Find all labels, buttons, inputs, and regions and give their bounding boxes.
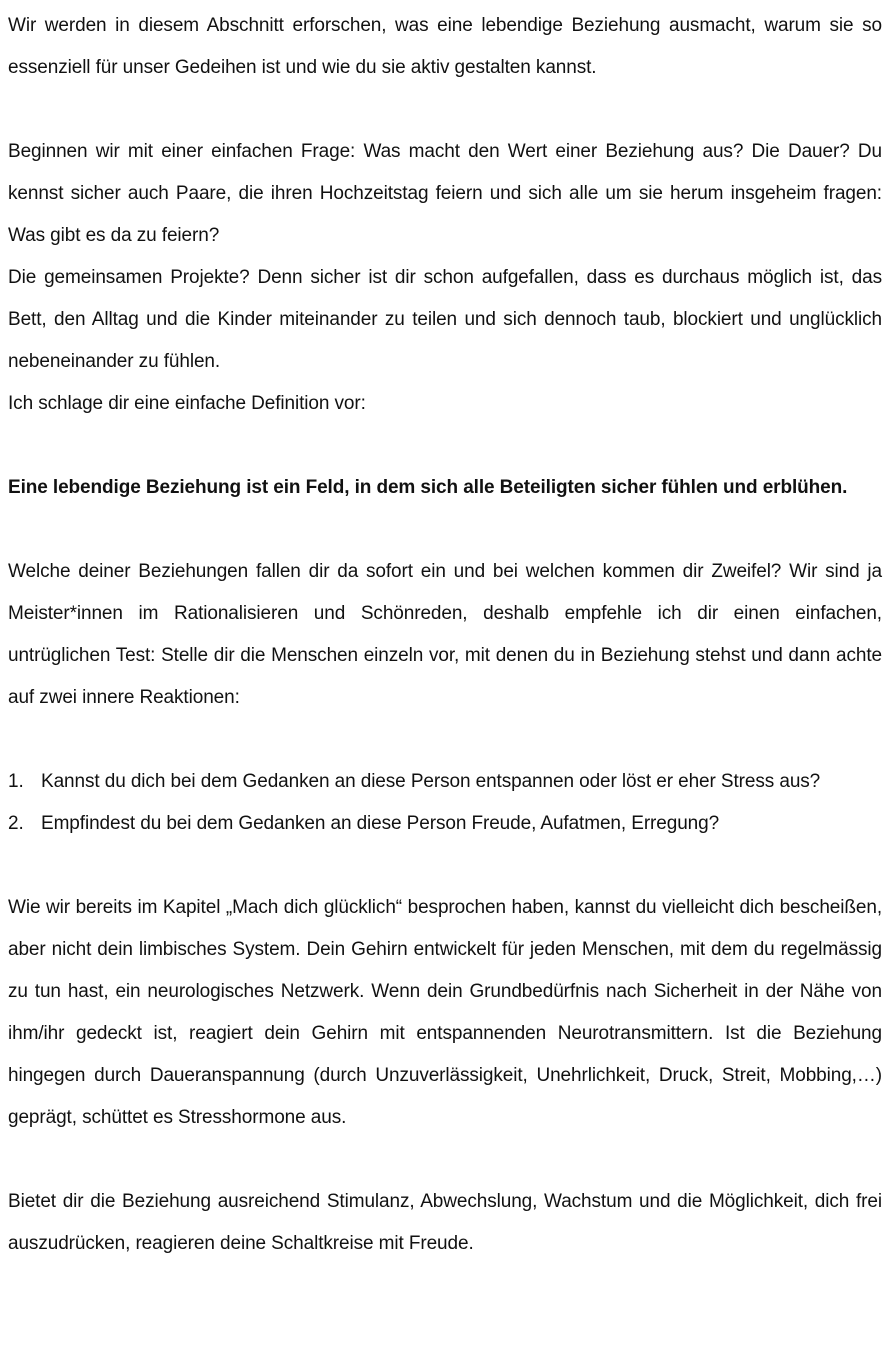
list-item-relax (8, 761, 882, 803)
list-item-text: Empfindest du bei dem Gedanken an diese Person Freude, Aufatmen, Erregung? (41, 813, 720, 834)
list-item-number: 2. (8, 813, 24, 834)
list-item-number: 1. (8, 771, 24, 792)
paragraph-intro: Wir werden in diesem Abschnitt erforschen, was eine lebendige Beziehung ausmacht, warum sie so essenziell für unser Gedeihen ist und wie du sie aktiv gestalten kannst. (8, 15, 882, 78)
numbered-list (8, 761, 882, 845)
paragraph-inner-test: Welche deiner Beziehungen fallen dir da sofort ein und bei welchen kommen dir Zweifel? Wir sind ja Meister*innen im Rationalisieren und Schönreden, deshalb empfehle ich dir einen einfachen, untrüglichen Test: Stelle dir die Menschen einzeln vor, mit denen du in Beziehung stehst und dann achte auf zwei innere Reaktionen: (8, 561, 882, 708)
paragraph-definition-bold: Eine lebendige Beziehung ist ein Feld, in dem sich alle Beteiligten sicher fühlen und erblühen. (8, 477, 848, 498)
paragraph-shared-projects: Die gemeinsamen Projekte? Denn sicher ist dir schon aufgefallen, dass es durchaus möglich ist, das Bett, den Alltag und die Kinder miteinander zu teilen und sich dennoch taub, blockiert und unglücklich nebeneinander zu fühlen. (8, 267, 882, 372)
paragraph-limbic-system: Wie wir bereits im Kapitel „Mach dich glücklich“ besprochen haben, kannst du vielleicht dich bescheißen, aber nicht dein limbisches System. Dein Gehirn entwickelt für jeden Menschen, mit dem du regelmässig zu tun hast, ein neurologisches Netzwerk. Wenn dein Grundbedürfnis nach Sicherheit in der Nähe von ihm/ihr gedeckt ist, reagiert dein Gehirn mit entspannenden Neurotransmittern. Ist die Beziehung hingegen durch Daueranspannung (durch Unzuverlässigkeit, Unehrlichkeit, Druck, Streit, Mobbing,…) geprägt, schüttet es Stresshormone aus. (8, 897, 882, 1128)
list-item-text: Kannst du dich bei dem Gedanken an diese Person entspannen oder löst er eher Stress aus? (41, 771, 821, 792)
paragraph-stimulanz: Bietet dir die Beziehung ausreichend Stimulanz, Abwechslung, Wachstum und die Möglichkeit, dich frei auszudrücken, reagieren deine Schaltkreise mit Freude. (8, 1191, 882, 1254)
paragraph-question-value: Beginnen wir mit einer einfachen Frage: Was macht den Wert einer Beziehung aus? Die Dauer? Du kennst sicher auch Paare, die ihren Hochzeitstag feiern und sich alle um sie herum insgeheim fragen: Was gibt es da zu feiern? (8, 141, 882, 246)
paragraph-definition-intro: Ich schlage dir eine einfache Definition vor: (8, 393, 366, 414)
list-item-joy (8, 803, 882, 845)
